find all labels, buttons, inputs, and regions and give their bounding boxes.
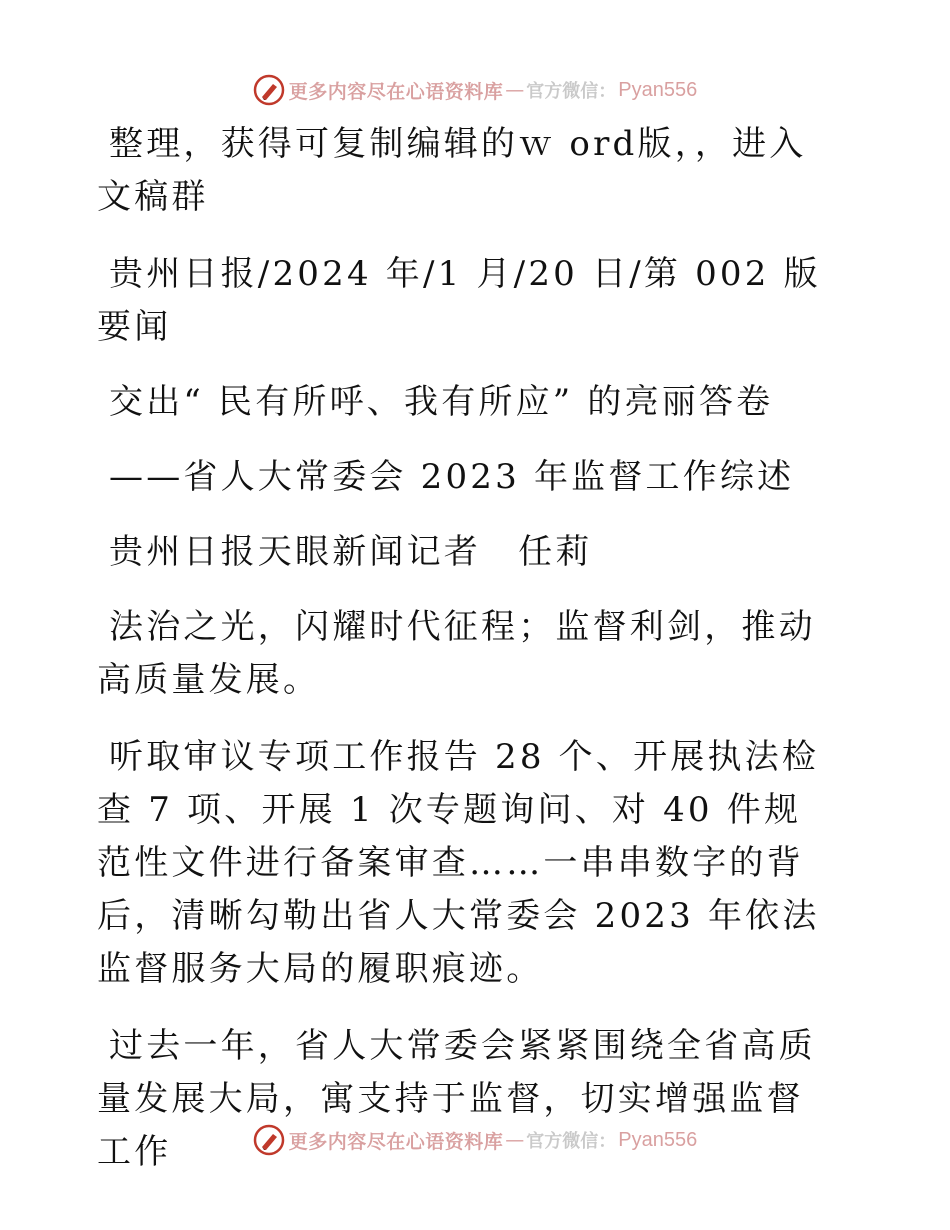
pen-logo-icon: [253, 1124, 285, 1156]
watermark-official-label: 官方微信：: [526, 1131, 617, 1152]
header-watermark: [0, 70, 950, 110]
watermark-account-id: Pyan556: [618, 78, 698, 101]
paragraph-intro: 整理，获得可复制编辑的ｗ ord版，，进入文稿群: [97, 124, 807, 217]
watermark-separator: —: [505, 1129, 525, 1151]
paragraph-body-1: 听取审议专项工作报告 28 个、开展执法检查 7 项、开展 1 次专题询问、对 40 件规范性文件进行备案审查……一串串数字的背后，清晰勾勒出省人大常委会 2023 年依法监督服务大局的履职痕迹。: [97, 737, 820, 989]
watermark-official-label: 官方微信：: [526, 81, 617, 102]
watermark-separator: —: [505, 79, 525, 101]
article-title: 交出“ 民有所呼、我有所应” 的亮丽答卷: [109, 382, 774, 422]
watermark-main-text: 更多内容尽在心语资料库: [288, 80, 504, 103]
article-byline: 贵州日报天眼新闻记者 任莉: [109, 532, 593, 572]
paragraph-lead: 法治之光，闪耀时代征程；监督利剑，推动高质量发展。: [97, 607, 816, 700]
paragraph-body-2: 过去一年，省人大常委会紧紧围绕全省高质量发展大局，寓支持于监督，切实增强监督工作: [97, 1026, 816, 1172]
watermark-main-text: 更多内容尽在心语资料库: [288, 1130, 504, 1153]
pen-logo-icon: [253, 74, 285, 106]
footer-watermark: [0, 1120, 950, 1160]
watermark-account-id: Pyan556: [618, 1128, 698, 1151]
article-subtitle: ——省人大常委会 2023 年监督工作综述: [109, 457, 795, 497]
document-body: [97, 118, 837, 1203]
paragraph-source: 贵州日报/2024 年/1 月/20 日/第 002 版要闻: [97, 254, 821, 347]
